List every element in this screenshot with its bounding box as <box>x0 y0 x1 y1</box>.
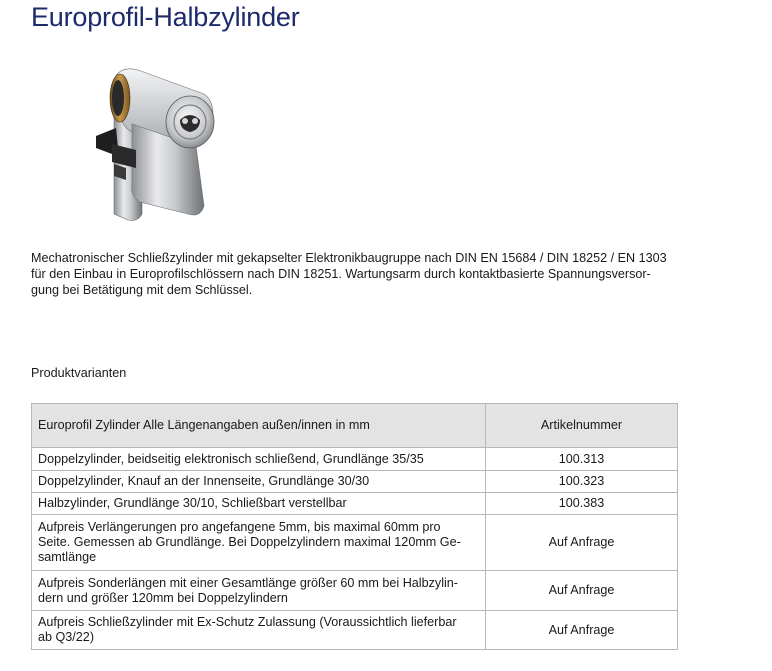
table-row <box>32 448 678 471</box>
article-number: 100.313 <box>486 448 678 471</box>
variant-description-line: Halbzylinder, Grundlänge 30/10, Schließbart verstellbar <box>38 496 347 510</box>
half-cylinder-lock-image <box>92 64 222 224</box>
column-header-article-number: Artikelnummer <box>486 404 678 448</box>
variant-description <box>32 471 486 493</box>
variant-description-line: dern und größer 120mm bei Doppelzylindern <box>38 590 288 605</box>
variant-description-line: Doppelzylinder, Knauf an der Innenseite, Grundlänge 30/30 <box>38 474 370 488</box>
variant-description-line: Aufpreis Schließzylinder mit Ex-Schutz Zulassung (Voraussichtlich lieferbar <box>38 615 457 629</box>
variant-description-line: Doppelzylinder, beidseitig elektronisch schließend, Grundlänge 35/35 <box>38 451 424 466</box>
table-row <box>32 571 678 611</box>
variant-description <box>32 571 486 611</box>
variant-description <box>32 493 486 515</box>
article-number: Auf Anfrage <box>486 515 678 571</box>
section-label-product-variants: Produktvarianten <box>31 366 127 380</box>
page-title: Europrofil-Halbzylinder <box>31 2 300 32</box>
article-number: 100.383 <box>486 493 678 515</box>
variant-description-line: Aufpreis Verlängerungen pro angefangene 5mm, bis maximal 60mm pro <box>38 520 441 534</box>
description-line: für den Einbau in Europrofilschlössern nach DIN 18251. Wartungsarm durch kontaktbasierte Spannungsversor- <box>31 267 651 281</box>
table-row <box>32 515 678 571</box>
table-header-row <box>32 404 678 448</box>
variant-description <box>32 515 486 571</box>
table-row <box>32 471 678 493</box>
variant-description-line: Seite. Gemessen ab Grundlänge. Bei Doppelzylindern maximal 120mm Ge- <box>38 535 461 549</box>
half-cylinder-lock-icon <box>92 64 222 224</box>
table-row <box>32 493 678 515</box>
product-variants-table <box>31 403 678 650</box>
column-header-description: Europrofil Zylinder Alle Längenangaben außen/innen in mm <box>32 404 486 448</box>
description-line: gung bei Betätigung mit dem Schlüssel. <box>31 283 253 297</box>
variant-description-line: Aufpreis Sonderlängen mit einer Gesamtlänge größer 60 mm bei Halbzylin- <box>38 575 458 590</box>
article-number: 100.323 <box>486 471 678 493</box>
variant-description-line: samtlänge <box>38 550 97 564</box>
variant-description <box>32 448 486 471</box>
variant-description <box>32 611 486 650</box>
table-row <box>32 611 678 650</box>
article-number: Auf Anfrage <box>486 611 678 650</box>
description-line: Mechatronischer Schließzylinder mit gekapselter Elektronikbaugruppe nach DIN EN 15684 / DIN 18252 / EN 1303 <box>31 251 667 265</box>
variant-description-line: ab Q3/22) <box>38 630 95 644</box>
article-number: Auf Anfrage <box>486 571 678 611</box>
product-description <box>31 250 721 298</box>
